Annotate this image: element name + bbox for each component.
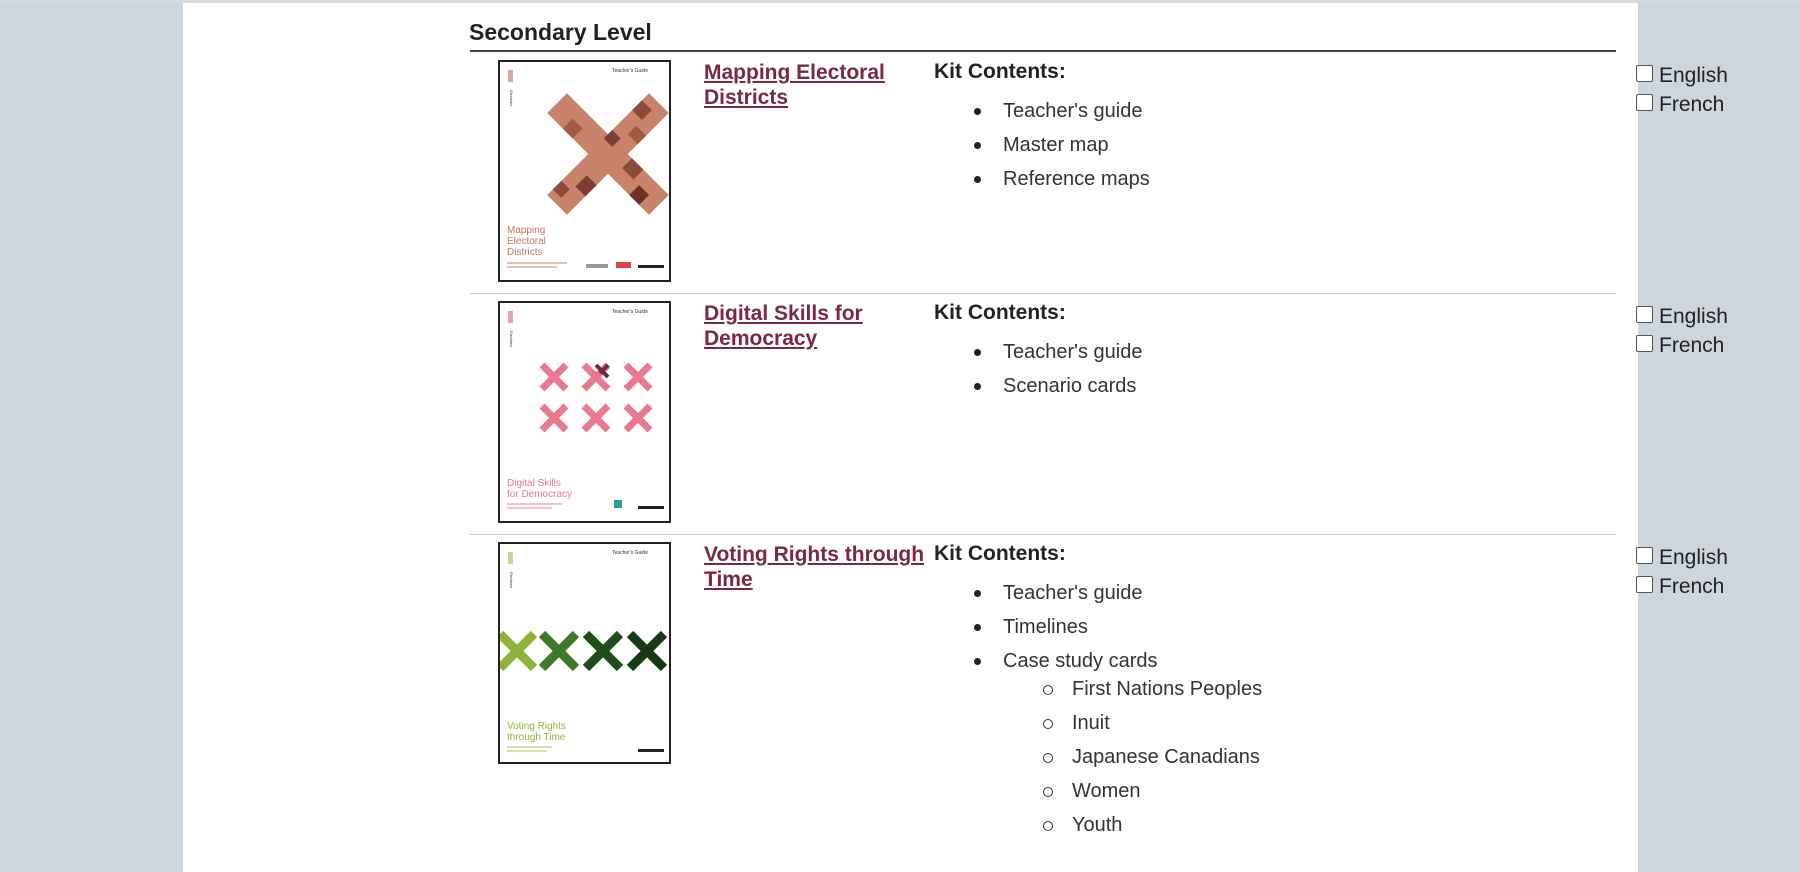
cover-title-line: Digital Skills [507, 478, 561, 489]
svg-text:Elections: Elections [509, 90, 514, 107]
language-options [1636, 61, 1800, 119]
kit-contents [934, 542, 1434, 842]
sub-list-item: Women [934, 774, 1434, 808]
cover-title-line: through Time [507, 732, 566, 743]
english-option[interactable] [1636, 61, 1800, 90]
kit-row-mapping-electoral-districts [470, 53, 1728, 294]
kit-contents-label: Kit Contents: [934, 301, 1066, 324]
english-option[interactable] [1636, 543, 1800, 572]
english-label: English [1659, 305, 1728, 328]
language-options [1636, 543, 1800, 601]
language-options [1636, 302, 1800, 360]
list-item: Case study cards [934, 644, 1434, 678]
case-study-sublist [934, 672, 1434, 842]
english-checkbox[interactable] [1636, 65, 1653, 82]
kit-title-link[interactable]: Digital Skills for Democracy [704, 302, 863, 350]
list-item: Teacher's guide [934, 94, 1434, 128]
kit-contents-label: Kit Contents: [934, 60, 1066, 83]
kit-title-link[interactable]: Mapping Electoral Districts [704, 61, 885, 109]
list-item: Timelines [934, 610, 1434, 644]
list-item: Master map [934, 128, 1434, 162]
svg-text:Elections: Elections [509, 331, 514, 348]
section-divider [470, 50, 1616, 52]
kit-contents [934, 60, 1434, 196]
french-option[interactable] [1636, 331, 1800, 360]
sub-list-item: Youth [934, 808, 1434, 842]
kit-row-digital-skills-for-democracy [470, 294, 1728, 535]
french-label: French [1659, 93, 1725, 116]
list-item: Teacher's guide [934, 576, 1434, 610]
french-label: French [1659, 575, 1725, 598]
kit-contents-list [934, 335, 1434, 403]
sub-list-item: Inuit [934, 706, 1434, 740]
sub-list-item: Japanese Canadians [934, 740, 1434, 774]
kit-cover-image[interactable] [498, 542, 671, 764]
section-title: Secondary Level [469, 19, 652, 45]
list-item: Scenario cards [934, 369, 1434, 403]
cover-title-line: Electoral [507, 236, 546, 247]
french-option[interactable] [1636, 572, 1800, 601]
kit-contents [934, 301, 1434, 403]
cover-title-line: for Democracy [507, 489, 573, 500]
kit-contents-label: Kit Contents: [934, 542, 1066, 565]
english-checkbox[interactable] [1636, 547, 1653, 564]
sub-list-item: First Nations Peoples [934, 672, 1434, 706]
kit-contents-list [934, 94, 1434, 196]
kit-title-link[interactable]: Voting Rights through Time [704, 543, 925, 591]
cover-title-line: Voting Rights [507, 721, 566, 732]
french-checkbox[interactable] [1636, 576, 1653, 593]
kit-row-voting-rights-through-time [470, 535, 1728, 872]
kit-contents-list [934, 576, 1434, 678]
cover-title-line: Districts [507, 247, 543, 258]
svg-text:Elections: Elections [509, 572, 514, 589]
english-label: English [1659, 64, 1728, 87]
cover-corner-label: Teacher's Guide [612, 309, 648, 315]
list-item: Teacher's guide [934, 335, 1434, 369]
english-checkbox[interactable] [1636, 306, 1653, 323]
list-item: Reference maps [934, 162, 1434, 196]
cover-corner-label: Teacher's Guide [612, 550, 648, 556]
english-label: English [1659, 546, 1728, 569]
french-checkbox[interactable] [1636, 94, 1653, 111]
cover-title-line: Mapping [507, 225, 546, 236]
english-option[interactable] [1636, 302, 1800, 331]
cover-corner-label: Teacher's Guide [612, 68, 648, 74]
french-label: French [1659, 334, 1725, 357]
page-content [183, 3, 1728, 872]
kit-cover-image[interactable] [498, 60, 671, 282]
kit-cover-image[interactable] [498, 301, 671, 523]
french-option[interactable] [1636, 90, 1800, 119]
french-checkbox[interactable] [1636, 335, 1653, 352]
